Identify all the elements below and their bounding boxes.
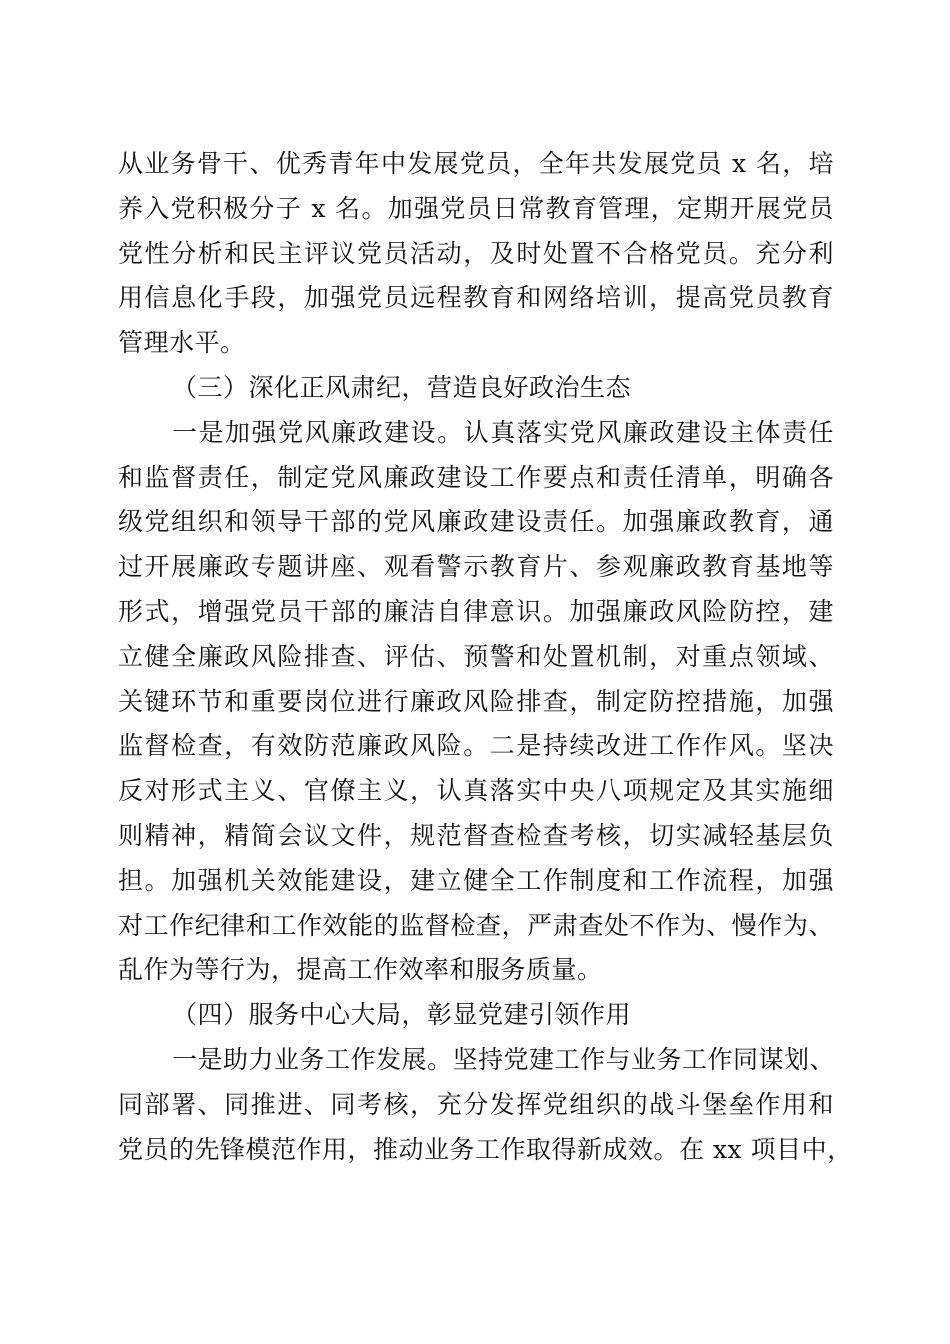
body-text-line: 同部署、同推进、同考核，充分发挥党组织的战斗堡垒作用和: [118, 1089, 834, 1119]
body-text-line: 反对形式主义、官僚主义，认真落实中央八项规定及其实施细: [118, 776, 834, 806]
body-text-line: 监督检查，有效防范廉政风险。二是持续改进工作作风。坚决: [118, 731, 834, 761]
body-text-line: 用信息化手段，加强党员远程教育和网络培训，提高党员教育: [118, 283, 834, 313]
body-text-line: 则精神，精简会议文件，规范督查检查考核，切实减轻基层负: [118, 820, 834, 850]
body-text-line: 过开展廉政专题讲座、观看警示教育片、参观廉政教育基地等: [118, 552, 834, 582]
body-text-line: 对工作纪律和工作效能的监督检查，严肃查处不作为、慢作为、: [118, 910, 834, 940]
body-text-line: 养入党积极分子 x 名。加强党员日常教育管理，定期开展党员: [118, 193, 834, 223]
body-text-line: 形式，增强党员干部的廉洁自律意识。加强廉政风险防控，建: [118, 596, 834, 626]
paragraph-first-line: 一是助力业务工作发展。坚持党建工作与业务工作同谋划、: [172, 1044, 836, 1074]
body-text-line: 党性分析和民主评议党员活动，及时处置不合格党员。充分利: [118, 238, 834, 268]
body-text-line: 担。加强机关效能建设，建立健全工作制度和工作流程，加强: [118, 865, 834, 895]
body-text-line: 党员的先锋模范作用，推动业务工作取得新成效。在 xx 项目中，: [118, 1134, 853, 1164]
section-heading: （三）深化正风肃纪，营造良好政治生态: [172, 372, 632, 402]
body-text-line: 级党组织和领导干部的党风廉政建设责任。加强廉政教育，通: [118, 507, 834, 537]
body-text-line: 关键环节和重要岗位进行廉政风险排查，制定防控措施，加强: [118, 686, 834, 716]
document-body: [118, 142, 853, 1172]
body-text-line: 从业务骨干、优秀青年中发展党员，全年共发展党员 x 名，培: [118, 149, 834, 178]
body-text-line: 管理水平。: [118, 328, 246, 358]
section-heading: （四）服务中心大局，彰显党建引领作用: [172, 1000, 632, 1030]
body-text-line: 乱作为等行为，提高工作效率和服务质量。: [118, 955, 603, 985]
body-text-line: 和监督责任，制定党风廉政建设工作要点和责任清单，明确各: [118, 462, 834, 492]
paragraph-first-line: 一是加强党风廉政建设。认真落实党风廉政建设主体责任: [172, 417, 834, 447]
body-text-line: 立健全廉政风险排查、评估、预警和处置机制，对重点领域、: [118, 641, 834, 671]
